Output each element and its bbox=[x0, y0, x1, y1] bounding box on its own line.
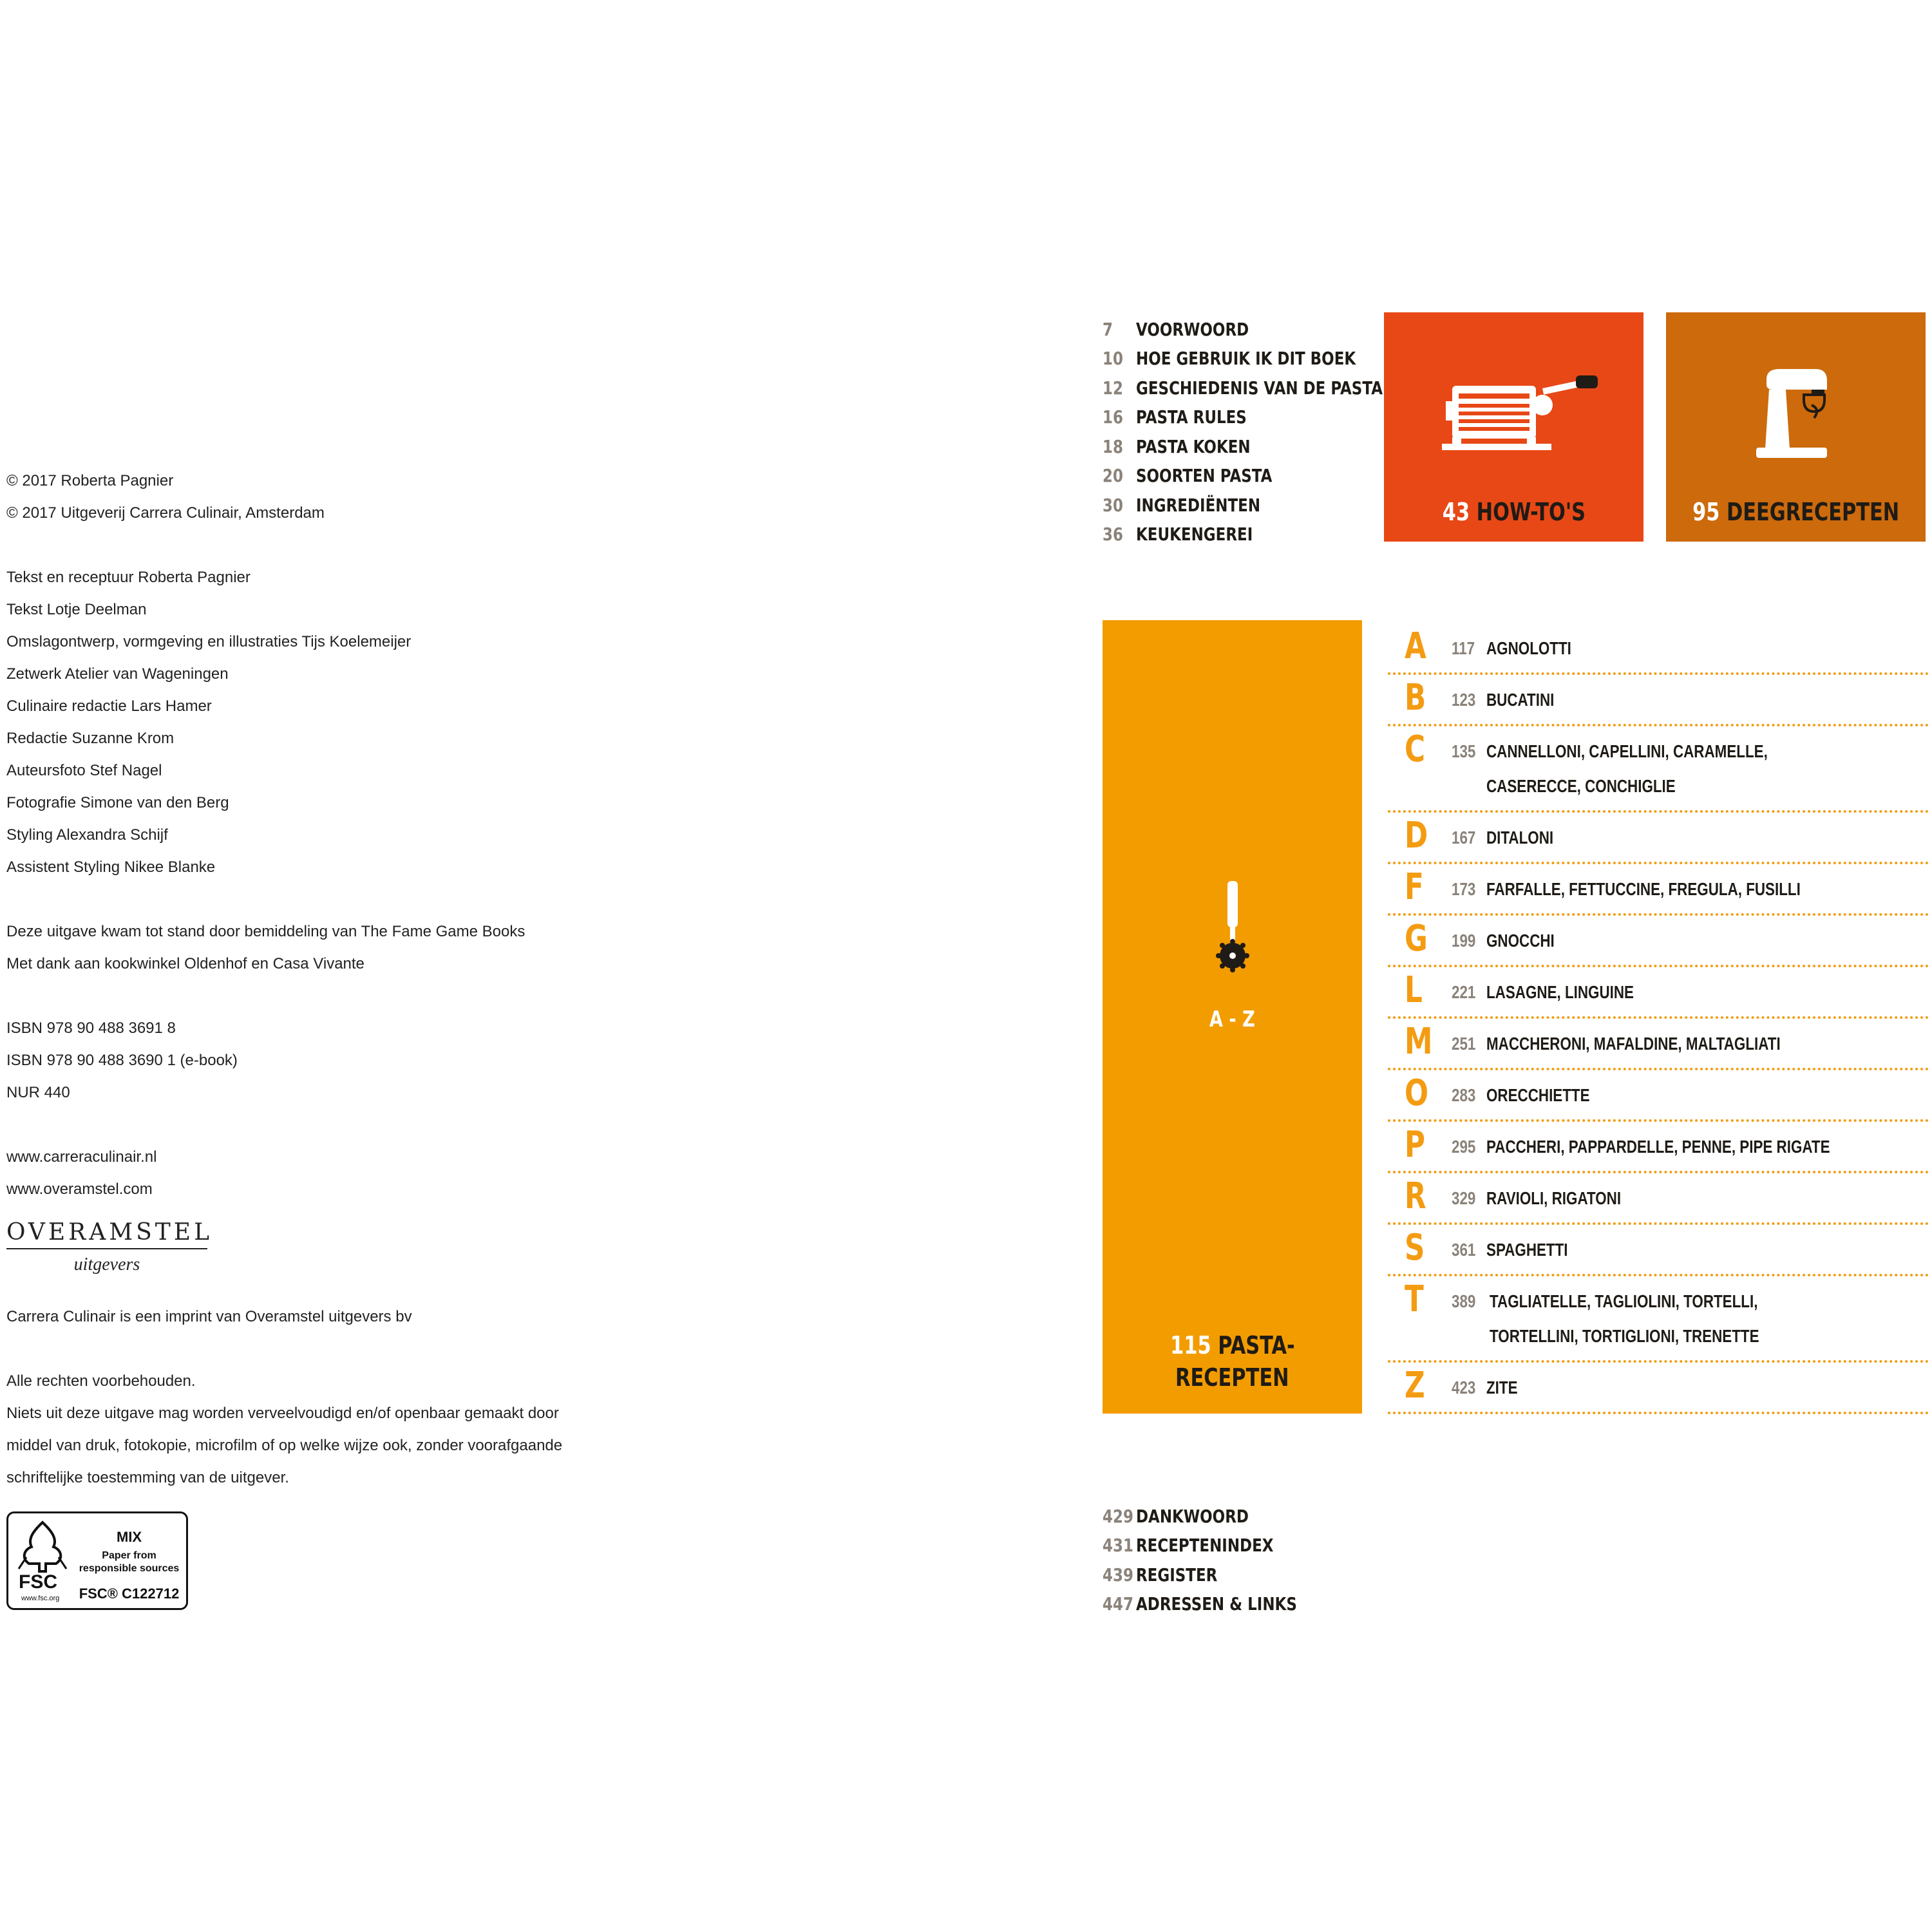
az-text: TORTELLINI, TORTIGLIONI, TRENETTE bbox=[1490, 1326, 1759, 1346]
az-letter: G bbox=[1405, 918, 1428, 960]
colophon-line: Omslagontwerp, vormgeving en illustraties Tijs Koelemeijer bbox=[6, 633, 412, 650]
fsc-url: www.fsc.org bbox=[21, 1595, 60, 1602]
az-entry[interactable] bbox=[1388, 916, 1929, 967]
howto-section-box[interactable] bbox=[1384, 312, 1643, 542]
az-caption-line: RECEPTEN bbox=[1175, 1363, 1289, 1392]
az-letter: P bbox=[1405, 1124, 1426, 1166]
az-page: 423 bbox=[1452, 1378, 1476, 1397]
az-entry[interactable] bbox=[1388, 1019, 1929, 1070]
az-label: A - Z bbox=[1209, 1007, 1255, 1032]
dough-caption bbox=[1666, 498, 1926, 526]
az-entry[interactable] bbox=[1388, 1276, 1929, 1363]
colophon-link[interactable]: www.carreraculinair.nl bbox=[6, 1148, 157, 1166]
toc-label: INGREDIËNTEN bbox=[1136, 495, 1261, 516]
az-text: FARFALLE, FETTUCCINE, FREGULA, FUSILLI bbox=[1486, 879, 1801, 899]
toc-label: RECEPTENINDEX bbox=[1136, 1535, 1274, 1556]
toc-page: 30 bbox=[1103, 495, 1123, 516]
fsc-tree-icon bbox=[14, 1517, 71, 1607]
toc-intro bbox=[1103, 315, 1383, 560]
az-caption-line: PASTA- bbox=[1217, 1331, 1295, 1359]
pasta-recipes-box[interactable] bbox=[1103, 620, 1362, 1414]
az-entry[interactable] bbox=[1388, 1363, 1929, 1414]
toc-page: 20 bbox=[1103, 465, 1123, 486]
az-letter: S bbox=[1405, 1227, 1425, 1269]
howto-count: 43 bbox=[1442, 498, 1470, 526]
az-letter: T bbox=[1405, 1278, 1424, 1320]
az-letter: O bbox=[1405, 1072, 1429, 1114]
toc-end bbox=[1103, 1502, 1379, 1624]
dotted-divider bbox=[1388, 1412, 1929, 1414]
az-letter: A bbox=[1405, 625, 1426, 667]
dough-label: DEEGRECEPTEN bbox=[1726, 498, 1900, 526]
fsc-mix: MIX bbox=[116, 1529, 142, 1545]
az-entry[interactable] bbox=[1388, 726, 1929, 813]
az-letter: L bbox=[1405, 969, 1423, 1011]
toc-label: KEUKENGEREI bbox=[1136, 524, 1253, 545]
az-text: TAGLIATELLE, TAGLIOLINI, TORTELLI, bbox=[1490, 1291, 1758, 1311]
colophon-line: Culinaire redactie Lars Hamer bbox=[6, 697, 212, 715]
az-entry[interactable] bbox=[1388, 1173, 1929, 1225]
colophon-line bbox=[6, 884, 586, 916]
toc-page: 16 bbox=[1103, 406, 1123, 428]
az-page: 389 bbox=[1452, 1291, 1476, 1311]
az-text: BUCATINI bbox=[1486, 690, 1555, 710]
colophon-line: NUR 440 bbox=[6, 1084, 70, 1101]
az-text: AGNOLOTTI bbox=[1486, 638, 1571, 658]
logo-rule bbox=[6, 1248, 207, 1249]
az-text: ZITE bbox=[1486, 1378, 1518, 1397]
toc-page: 7 bbox=[1103, 319, 1113, 340]
az-page: 283 bbox=[1452, 1085, 1476, 1105]
dough-count: 95 bbox=[1692, 498, 1720, 526]
az-count: 115 bbox=[1170, 1331, 1211, 1359]
az-page: 295 bbox=[1452, 1137, 1476, 1157]
az-page: 173 bbox=[1452, 879, 1476, 899]
overamstel-logo bbox=[6, 1219, 213, 1275]
az-letter: R bbox=[1405, 1175, 1426, 1217]
toc-label: SOORTEN PASTA bbox=[1136, 465, 1273, 486]
toc-label: DANKWOORD bbox=[1136, 1506, 1249, 1527]
colophon-line bbox=[6, 529, 586, 562]
colophon-line bbox=[6, 1109, 586, 1141]
colophon-line: © 2017 Uitgeverij Carrera Culinair, Amsterdam bbox=[6, 504, 325, 522]
toc-label: GESCHIEDENIS VAN DE PASTA bbox=[1136, 377, 1383, 399]
az-text: DITALONI bbox=[1486, 828, 1554, 848]
az-text: CASERECCE, CONCHIGLIE bbox=[1486, 776, 1676, 796]
az-entry[interactable] bbox=[1388, 813, 1929, 864]
logo-word: OVERAMSTEL bbox=[6, 1219, 213, 1245]
toc-label: REGISTER bbox=[1136, 1564, 1218, 1586]
az-letter: B bbox=[1405, 677, 1426, 719]
az-text: ORECCHIETTE bbox=[1486, 1085, 1590, 1105]
howto-caption bbox=[1384, 498, 1643, 526]
fsc-paper-line: Paper from bbox=[102, 1550, 156, 1561]
rights-line: Alle rechten voorbehouden. bbox=[6, 1372, 196, 1390]
az-text: PACCHERI, PAPPARDELLE, PENNE, PIPE RIGATE bbox=[1486, 1137, 1830, 1157]
az-letter: Z bbox=[1405, 1365, 1425, 1406]
logo-sub: uitgevers bbox=[73, 1255, 140, 1274]
fsc-paper-line: responsible sources bbox=[79, 1563, 180, 1574]
colophon-line: Fotografie Simone van den Berg bbox=[6, 794, 229, 811]
az-page: 361 bbox=[1452, 1240, 1476, 1260]
az-page: 199 bbox=[1452, 931, 1476, 951]
colophon-line: Assistent Styling Nikee Blanke bbox=[6, 858, 216, 876]
colophon-line: Auteursfoto Stef Nagel bbox=[6, 762, 162, 779]
dough-recipes-box[interactable] bbox=[1666, 312, 1926, 542]
az-page: 123 bbox=[1452, 690, 1476, 710]
az-entry[interactable] bbox=[1388, 864, 1929, 916]
az-entry[interactable] bbox=[1388, 1070, 1929, 1122]
rights-line: Niets uit deze uitgave mag worden verveelvoudigd en/of openbaar gemaakt door bbox=[6, 1405, 559, 1422]
az-text: SPAGHETTI bbox=[1486, 1240, 1568, 1260]
az-text: CANNELLONI, CAPELLINI, CARAMELLE, bbox=[1486, 741, 1768, 761]
az-entry[interactable] bbox=[1388, 675, 1929, 726]
fsc-code: FSC® C122712 bbox=[79, 1586, 180, 1602]
az-caption bbox=[1103, 1329, 1362, 1394]
toc-label: PASTA RULES bbox=[1136, 406, 1247, 428]
az-letter: C bbox=[1405, 728, 1426, 770]
toc-page: 12 bbox=[1103, 377, 1123, 399]
az-entry[interactable] bbox=[1388, 967, 1929, 1019]
colophon-line: Redactie Suzanne Krom bbox=[6, 730, 175, 747]
toc-page: 431 bbox=[1103, 1535, 1133, 1556]
az-page: 251 bbox=[1452, 1034, 1476, 1054]
stand-mixer-icon bbox=[1754, 366, 1837, 463]
toc-label: PASTA KOKEN bbox=[1136, 436, 1251, 457]
az-letter: F bbox=[1405, 866, 1424, 908]
colophon-line: Tekst Lotje Deelman bbox=[6, 601, 147, 618]
toc-page: 36 bbox=[1103, 524, 1123, 545]
fsc-word: FSC bbox=[19, 1571, 57, 1593]
colophon-line: Deze uitgave kwam tot stand door bemiddeling van The Fame Game Books bbox=[6, 923, 526, 940]
colophon-line: ISBN 978 90 488 3691 8 bbox=[6, 1019, 176, 1037]
toc-page: 447 bbox=[1103, 1593, 1133, 1615]
toc-label: VOORWOORD bbox=[1136, 319, 1249, 340]
colophon-line: Tekst en receptuur Roberta Pagnier bbox=[6, 569, 251, 586]
colophon-line: © 2017 Roberta Pagnier bbox=[6, 472, 174, 489]
az-text: MACCHERONI, MAFALDINE, MALTAGLIATI bbox=[1486, 1034, 1781, 1054]
pasta-machine-icon bbox=[1439, 373, 1600, 457]
toc-label: ADRESSEN & LINKS bbox=[1136, 1593, 1297, 1615]
colophon-line: Zetwerk Atelier van Wageningen bbox=[6, 665, 229, 683]
rights-line: middel van druk, fotokopie, microfilm of op welke wijze ook, zonder voorafgaande bbox=[6, 1437, 563, 1454]
imprint-note: Carrera Culinair is een imprint van Overamstel uitgevers bv bbox=[6, 1308, 412, 1325]
az-entry[interactable] bbox=[1388, 1225, 1929, 1276]
colophon-link[interactable]: www.overamstel.com bbox=[6, 1180, 153, 1198]
az-page: 135 bbox=[1452, 741, 1476, 761]
pastry-wheel-icon bbox=[1216, 881, 1249, 976]
toc-page: 429 bbox=[1103, 1506, 1133, 1527]
toc-label: HOE GEBRUIK IK DIT BOEK bbox=[1136, 348, 1356, 369]
colophon-line: ISBN 978 90 488 3690 1 (e-book) bbox=[6, 1052, 238, 1069]
howto-label: HOW-TO'S bbox=[1476, 498, 1586, 526]
colophon-line bbox=[6, 980, 586, 1012]
az-text: GNOCCHI bbox=[1486, 931, 1555, 951]
fsc-label bbox=[6, 1511, 188, 1610]
az-page: 221 bbox=[1452, 982, 1476, 1002]
rights-line: schriftelijke toestemming van de uitgever. bbox=[6, 1469, 289, 1486]
az-text: RAVIOLI, RIGATONI bbox=[1486, 1188, 1622, 1208]
toc-page: 10 bbox=[1103, 348, 1123, 369]
colophon bbox=[6, 465, 586, 1206]
fsc-paper bbox=[73, 1549, 185, 1575]
az-page: 329 bbox=[1452, 1188, 1476, 1208]
az-letter: D bbox=[1405, 815, 1428, 857]
toc-page: 18 bbox=[1103, 436, 1123, 457]
az-page: 167 bbox=[1452, 828, 1476, 848]
az-text: LASAGNE, LINGUINE bbox=[1486, 982, 1634, 1002]
toc-page: 439 bbox=[1103, 1564, 1133, 1586]
az-letter: M bbox=[1405, 1021, 1433, 1063]
az-entry[interactable] bbox=[1388, 1122, 1929, 1173]
az-page: 117 bbox=[1452, 638, 1475, 658]
rights-notice bbox=[6, 1365, 562, 1494]
az-entry[interactable] bbox=[1388, 623, 1929, 675]
colophon-line: Met dank aan kookwinkel Oldenhof en Casa Vivante bbox=[6, 955, 365, 972]
colophon-line: Styling Alexandra Schijf bbox=[6, 826, 168, 844]
